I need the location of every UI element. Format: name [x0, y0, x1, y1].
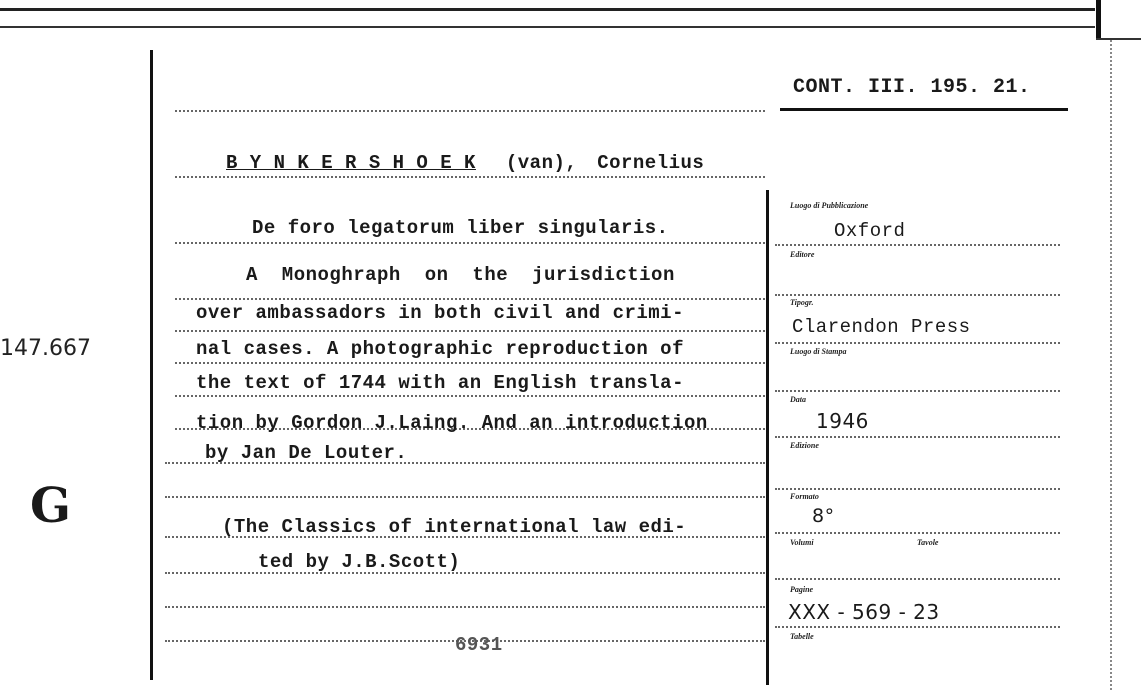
title-line: De foro legatorum liber singularis.	[252, 217, 669, 239]
author-given: Cornelius	[597, 152, 705, 174]
code-underline	[780, 108, 1068, 111]
left-margin-line	[150, 50, 153, 680]
print-place-label: Luogo di Stampa	[790, 347, 847, 356]
field-rule	[775, 244, 1060, 246]
tables-label: Tabelle	[790, 632, 814, 641]
rule-line	[165, 572, 765, 574]
rule-line	[175, 110, 765, 112]
right-edge-line	[1096, 0, 1101, 38]
description-line-4: the text of 1744 with an English transla-	[196, 372, 684, 394]
place-value: Oxford	[834, 220, 906, 242]
pages-value: XXX - 569 - 23	[788, 600, 940, 624]
library-mark: G	[30, 478, 71, 534]
rule-line	[175, 362, 765, 364]
plates-label: Tavole	[917, 538, 939, 547]
series-line-2: ted by J.B.Scott)	[258, 551, 461, 573]
top-border-line	[0, 8, 1095, 11]
place-label: Luogo di Pubblicazione	[790, 201, 869, 210]
shelfmark: 147.667	[0, 336, 91, 361]
field-rule	[775, 342, 1060, 344]
rule-line	[175, 242, 765, 244]
printer-value: Clarendon Press	[792, 316, 971, 338]
description-line-6: by Jan De Louter.	[205, 442, 408, 464]
field-rule	[775, 390, 1060, 392]
fields-box-left-border	[766, 190, 769, 685]
description-line-3: nal cases. A photographic reproduction of	[196, 338, 684, 360]
description-line-1: A Monoghraph on the jurisdiction	[246, 264, 675, 286]
description-line-5: tion by Gordon J.Laing. And an introduction	[196, 412, 708, 434]
series-line-1: (The Classics of international law edi-	[222, 516, 687, 538]
printer-label: Tipogr.	[790, 298, 814, 307]
edition-label: Edizione	[790, 441, 819, 450]
date-value: 1946	[816, 409, 869, 433]
footer-number: 6931	[455, 634, 503, 656]
publisher-label: Editore	[790, 250, 815, 259]
field-rule	[775, 294, 1060, 296]
catalog-code: CONT. III. 195. 21.	[793, 76, 1031, 99]
field-rule	[775, 578, 1060, 580]
rule-line	[175, 395, 765, 397]
upper-right-edge	[1096, 38, 1141, 40]
rule-line	[165, 606, 765, 608]
top-border-line-2	[0, 26, 1095, 28]
field-rule	[775, 626, 1060, 628]
field-rule	[775, 532, 1060, 534]
format-label: Formato	[790, 492, 819, 501]
rule-line	[175, 330, 765, 332]
rule-line	[165, 496, 765, 498]
rule-line	[175, 176, 765, 178]
author-particle: (van),	[505, 152, 578, 174]
volumes-label: Volumi	[790, 538, 814, 547]
description-line-2: over ambassadors in both civil and crimi-	[196, 302, 684, 324]
field-rule	[775, 488, 1060, 490]
right-card-edge	[1110, 40, 1112, 690]
pages-label: Pagine	[790, 585, 814, 594]
format-value: 8°	[812, 505, 835, 527]
author-surname: B Y N K E R S H O E K	[226, 152, 476, 174]
author-line	[226, 152, 704, 174]
date-label: Data	[790, 395, 806, 404]
rule-line	[175, 298, 765, 300]
field-rule	[775, 436, 1060, 438]
